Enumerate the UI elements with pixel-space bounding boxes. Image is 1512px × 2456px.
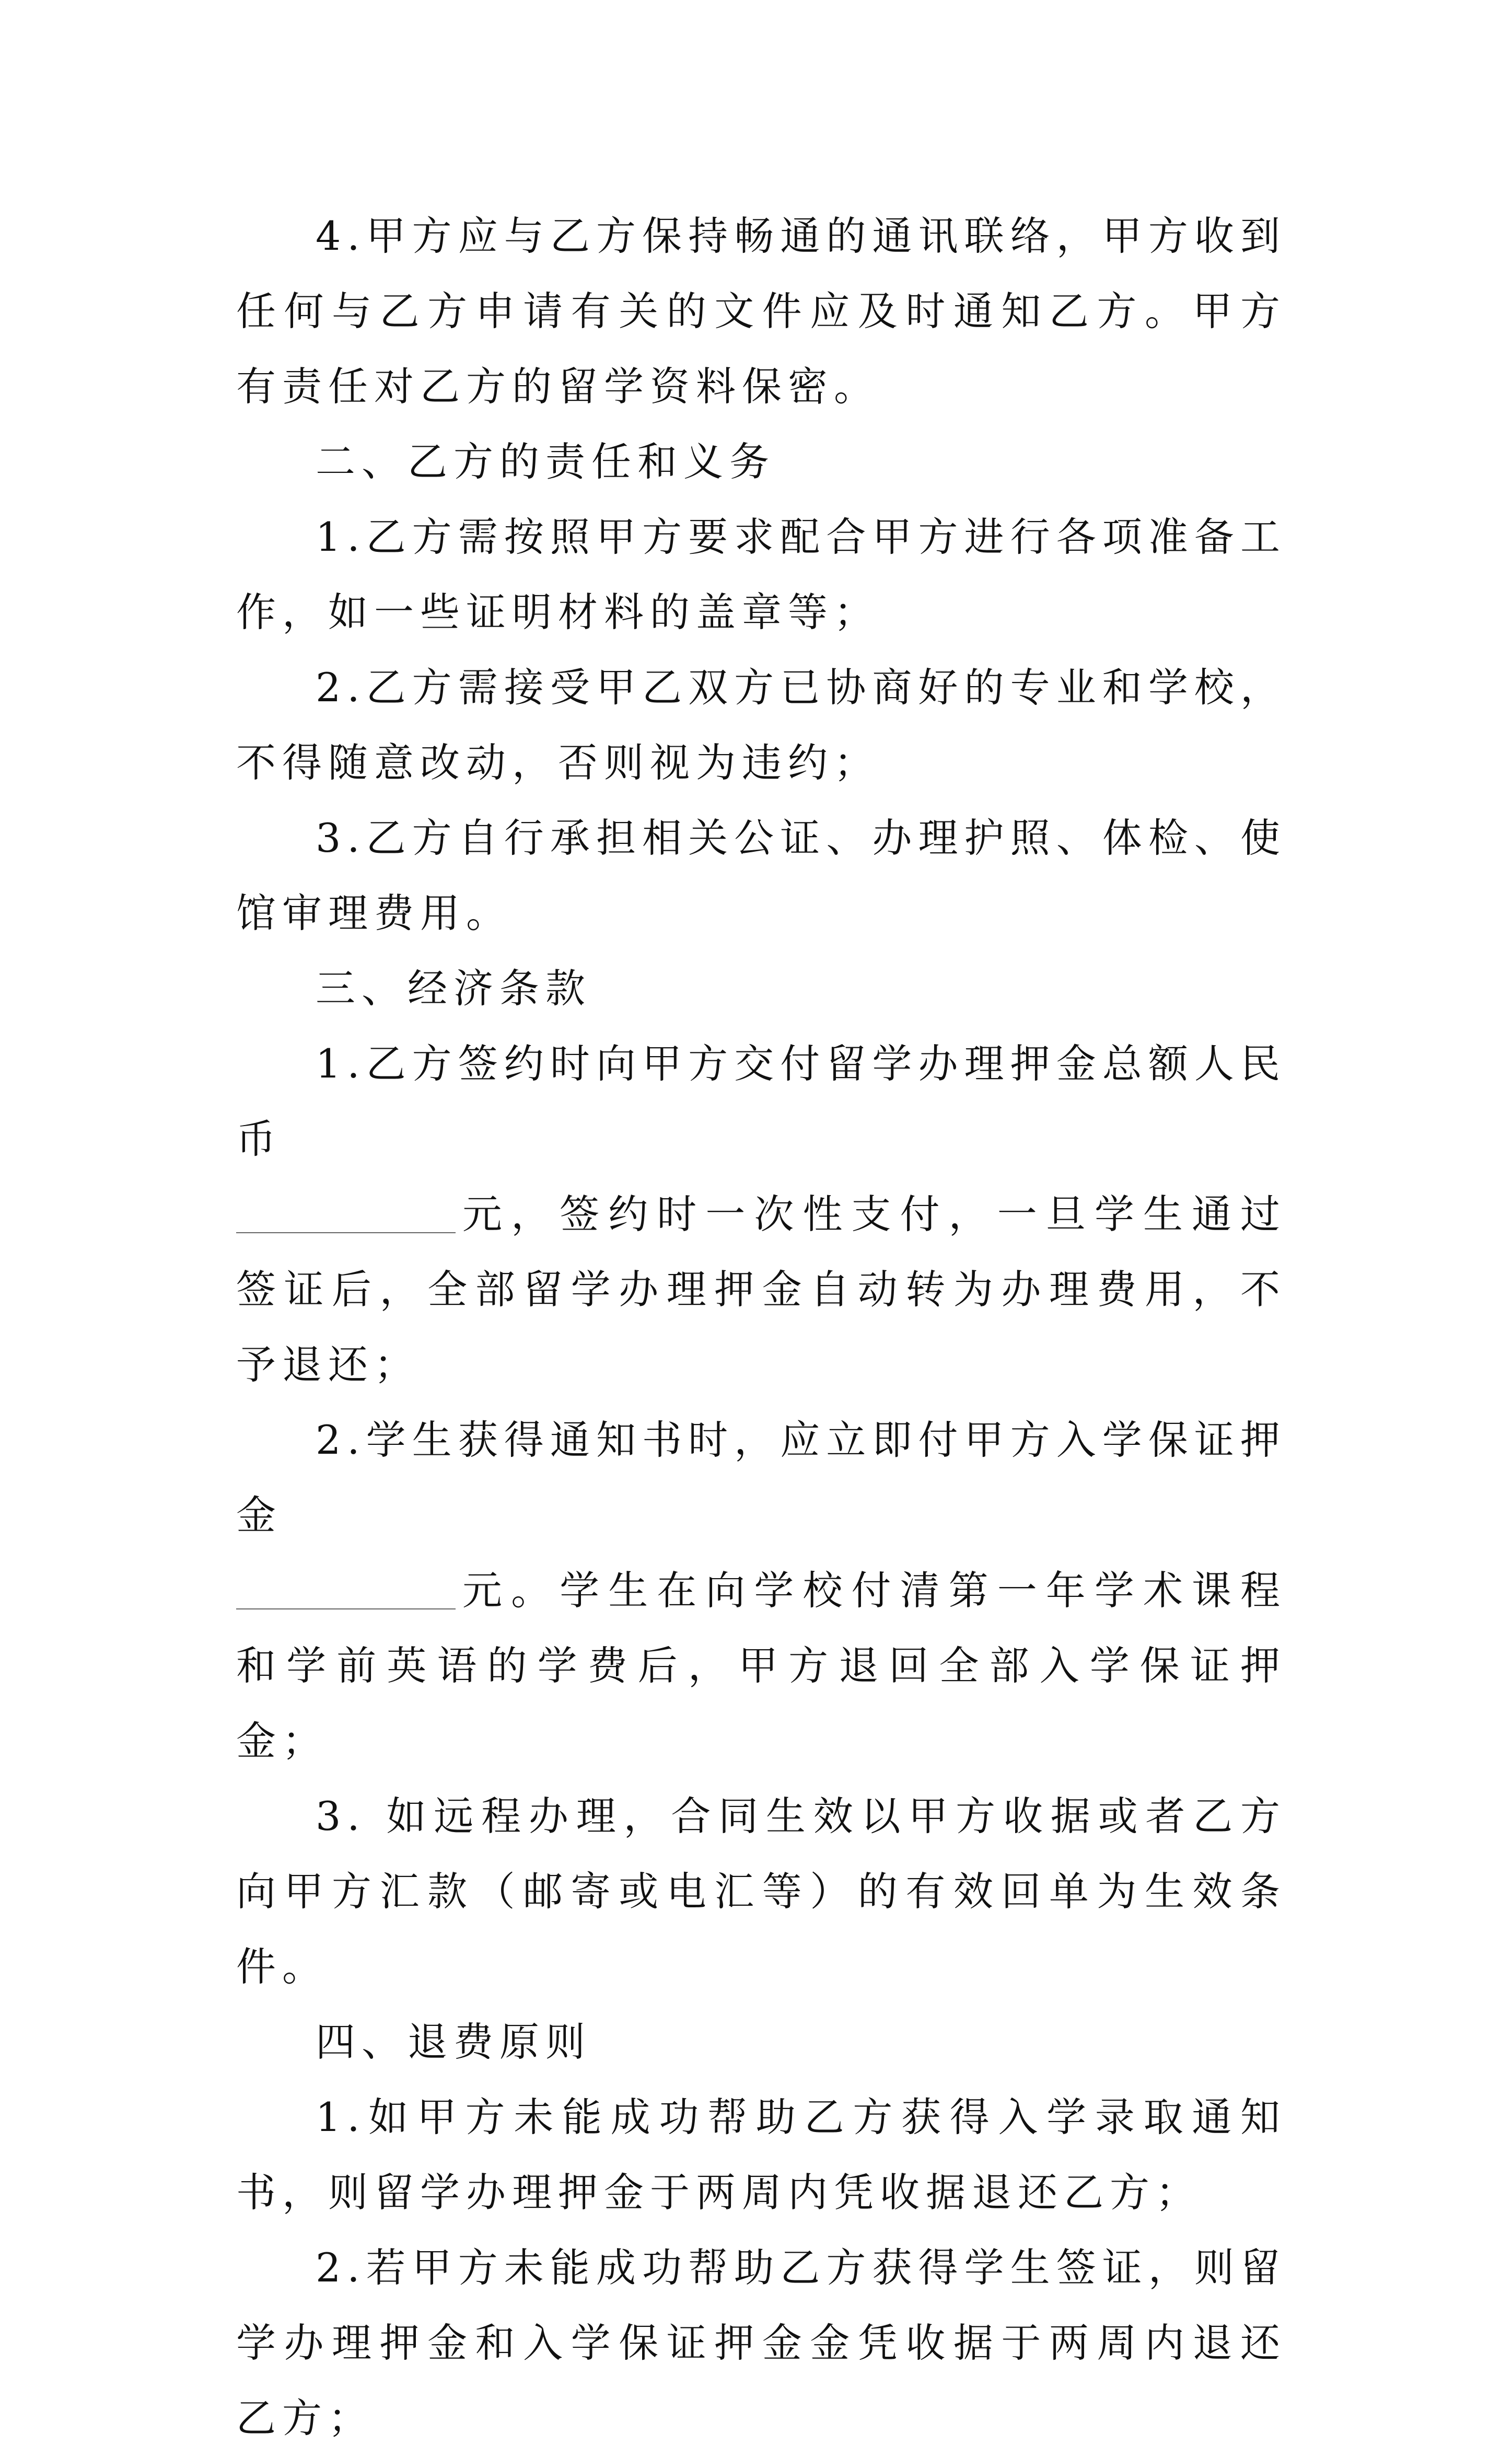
paragraph-remote-processing: 3. 如远程办理，合同生效以甲方收据或者乙方向甲方汇款（邮寄或电汇等）的有效回单为生效条件。 — [236, 1793, 1286, 1990]
paragraph-admission-deposit-continued — [236, 1553, 1286, 1779]
section-heading-party-b-duties: 二、乙方的责任和义务 — [316, 438, 775, 485]
deposit-amount-blank — [236, 1182, 456, 1233]
paragraph-refund-no-admission: 1.如甲方未能成功帮助乙方获得入学录取通知书，则留学办理押金于两周内凭收据退还乙方； — [236, 2094, 1286, 2216]
deposit-total-rest-text: 元，签约时一次性支付，一旦学生通过签证后，全部留学办理押金自动转为办理费用，不予退还； — [236, 1191, 1286, 1388]
paragraph-party-b-cooperate: 1.乙方需按照甲方要求配合甲方进行各项准备工作，如一些证明材料的盖章等； — [236, 514, 1286, 635]
paragraph-refund-no-visa: 2.若甲方未能成功帮助乙方获得学生签证，则留学办理押金和入学保证押金金凭收据于两周内退还乙方； — [236, 2244, 1286, 2441]
paragraph-party-b-accept-major: 2.乙方需接受甲乙双方已协商好的专业和学校，不得随意改动，否则视为违约； — [236, 664, 1286, 786]
paragraph-deposit-total-continued — [236, 1177, 1286, 1403]
section-heading-economic-terms: 三、经济条款 — [316, 965, 591, 1012]
admission-deposit-lead-text: 2.学生获得通知书时，应立即付甲方入学保证押金 — [236, 1417, 1286, 1538]
paragraph-deposit-total — [236, 1026, 1286, 1177]
admission-deposit-rest-text: 元。学生在向学校付清第一年学术课程和学前英语的学费后，甲方退回全部入学保证押金； — [236, 1567, 1286, 1764]
paragraph-admission-deposit — [236, 1403, 1286, 1553]
paragraph-party-b-fees: 3.乙方自行承担相关公证、办理护照、体检、使馆审理费用。 — [236, 815, 1286, 936]
section-heading-refund-principles: 四、退费原则 — [316, 2019, 591, 2065]
paragraph-party-a-communication: 4.甲方应与乙方保持畅通的通讯联络，甲方收到任何与乙方申请有关的文件应及时通知乙方。甲方有责任对乙方的留学资料保密。 — [236, 213, 1286, 410]
deposit-total-lead-text: 1.乙方签约时向甲方交付留学办理押金总额人民币 — [236, 1040, 1286, 1162]
admission-deposit-blank — [236, 1558, 456, 1609]
document-body — [236, 199, 1286, 2456]
